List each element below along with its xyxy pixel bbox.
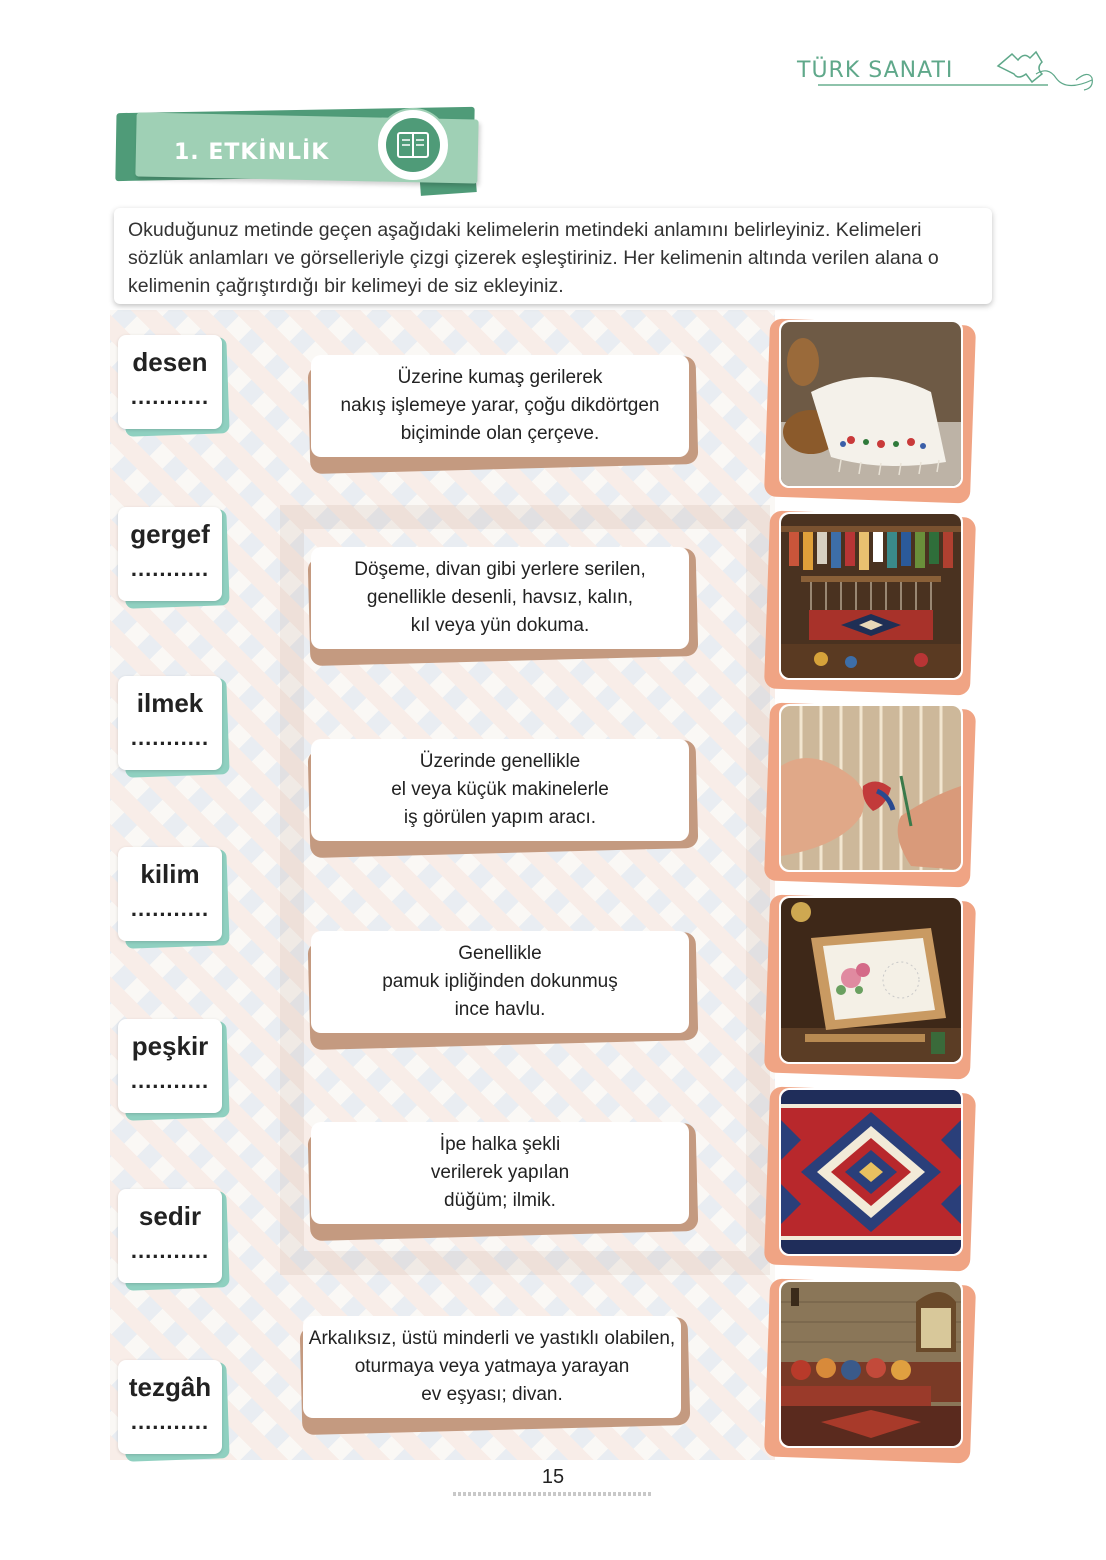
puzzle-icon xyxy=(996,44,1096,105)
definition-line: Genellikle xyxy=(458,943,542,964)
instructions-text: Okuduğunuz metinde geçen aşağıdaki kelimelerin metindeki anlamını belirleyiniz. Kelimeleri sözlük anlamları ve görselleriyle çizgi çizerek eşleştiriniz. Her kelimenin altında verilen alana o kelimenin çağrıştırdığı bir kelimeyi de siz ekleyiniz. xyxy=(114,208,992,304)
word-card-peskir xyxy=(118,1019,226,1117)
answer-blank[interactable]: ........... xyxy=(130,384,210,409)
answer-blank[interactable]: ........... xyxy=(130,896,210,921)
section-title: TÜRK SANATI xyxy=(797,58,954,83)
definition-card xyxy=(305,931,695,1041)
definition-card xyxy=(305,739,695,849)
sedir-divan-room-image xyxy=(775,1280,975,1456)
definition-line: ince havlu. xyxy=(454,999,546,1020)
definition-line: Döşeme, divan gibi yerlere serilen, xyxy=(354,559,646,580)
activity-title: 1. ETKİNLİK xyxy=(174,140,330,165)
definition-line: biçiminde olan çerçeve. xyxy=(400,423,600,444)
word-label: ilmek xyxy=(136,688,204,718)
definition-line: pamuk ipliğinden dokunmuş xyxy=(382,971,618,992)
definition-line: Üzerine kumaş gerilerek xyxy=(397,367,603,388)
definition-line: verilerek yapılan xyxy=(430,1162,570,1183)
word-card-desen xyxy=(118,335,226,433)
page-number: 15 xyxy=(541,1466,565,1488)
definition-line: nakış işlemeye yarar, çoğu dikdörtgen xyxy=(340,395,660,416)
hands-tying-knot-image xyxy=(775,704,975,880)
definition-line: iş görülen yapım aracı. xyxy=(403,807,597,828)
word-card-ilmek xyxy=(118,676,226,774)
definition-line: Üzerinde genellikle xyxy=(419,751,581,772)
definition-line: kıl veya yün dokuma. xyxy=(410,615,590,636)
definition-line: düğüm; ilmik. xyxy=(444,1190,556,1211)
book-icon xyxy=(376,108,450,182)
word-label: sedir xyxy=(138,1201,202,1231)
definition-card xyxy=(297,1316,687,1426)
word-card-sedir xyxy=(118,1189,226,1287)
word-label: gergef xyxy=(130,519,210,549)
answer-blank[interactable]: ........... xyxy=(130,1409,210,1434)
definition-line: el veya küçük makinelerle xyxy=(391,779,609,800)
word-label: peşkir xyxy=(131,1031,209,1061)
answer-blank[interactable]: ........... xyxy=(130,1068,210,1093)
word-card-gergef xyxy=(118,507,226,605)
embroidery-hoop-frame-image xyxy=(775,896,975,1072)
definition-line: ev eşyası; divan. xyxy=(421,1384,563,1405)
weaving-loom-image xyxy=(775,512,975,688)
word-card-tezgah xyxy=(118,1360,226,1458)
page-number-underline xyxy=(453,1492,653,1496)
definition-card xyxy=(305,1122,695,1232)
word-label: tezgâh xyxy=(128,1372,212,1402)
word-card-kilim xyxy=(118,847,226,945)
definition-card xyxy=(305,355,695,465)
embroidered-towel-image xyxy=(775,320,975,496)
word-label: desen xyxy=(132,347,208,377)
answer-blank[interactable]: ........... xyxy=(130,1238,210,1263)
definition-line: Arkalıksız, üstü minderli ve yastıklı olabilen, xyxy=(308,1328,676,1349)
patterned-kilim-image xyxy=(775,1088,975,1264)
definition-card xyxy=(305,547,695,657)
definition-line: İpe halka şekli xyxy=(439,1134,561,1155)
definition-line: genellikle desenli, havsız, kalın, xyxy=(366,587,634,608)
definition-line: oturmaya veya yatmaya yarayan xyxy=(354,1356,630,1377)
answer-blank[interactable]: ........... xyxy=(130,556,210,581)
answer-blank[interactable]: ........... xyxy=(130,725,210,750)
word-label: kilim xyxy=(140,859,200,889)
